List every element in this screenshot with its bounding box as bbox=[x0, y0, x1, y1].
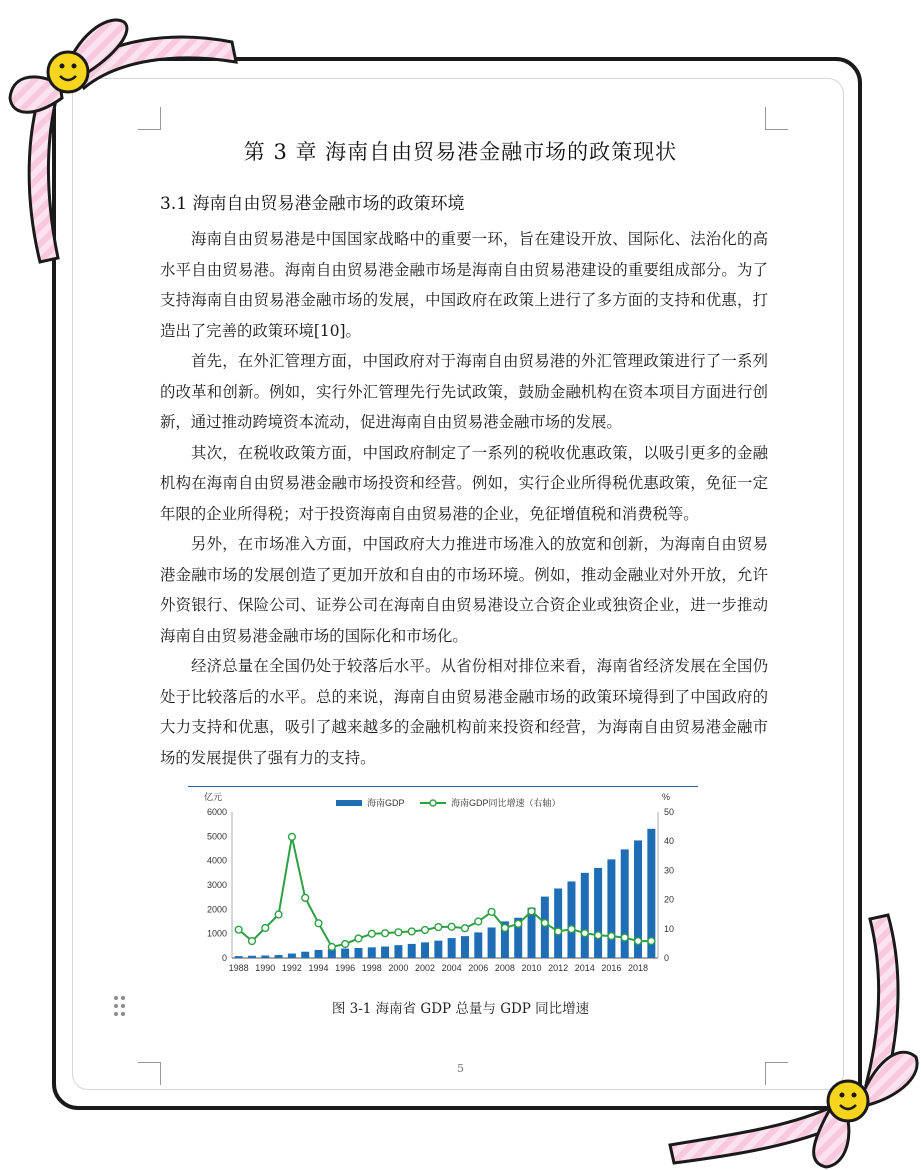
paragraph: 经济总量在全国仍处于较落后水平。从省份相对排位来看，海南省经济发展在全国仍处于比较落后的水平。总的来说，海南自由贸易港金融市场的政策环境得到了中国政府的大力支持和优惠，吸引了越来越多的金融机构前来投资和经营，为海南自由贸易港金融市场的发展提供了强有力的支持。 bbox=[160, 657, 768, 767]
gdp-bar bbox=[594, 868, 602, 958]
left-axis-tick-label: 0 bbox=[221, 953, 227, 963]
gdp-bar bbox=[488, 927, 496, 958]
paragraph: 首先，在外汇管理方面，中国政府对于海南自由贸易港的外汇管理政策进行了一系列的改革和创新。例如，实行外汇管理先行先试政策，鼓励金融机构在资本项目方面进行创新，通过推动跨境资本流动，促进海南自由贸易港金融市场的发展。 bbox=[160, 352, 768, 431]
growth-rate-point bbox=[462, 925, 469, 932]
left-axis-tick-label: 4000 bbox=[206, 855, 227, 866]
growth-rate-point bbox=[328, 944, 335, 951]
right-axis-tick-label: 40 bbox=[664, 836, 675, 847]
growth-rate-line bbox=[239, 837, 652, 947]
x-axis-tick-label: 1988 bbox=[228, 963, 249, 973]
gdp-bar bbox=[341, 949, 349, 958]
gdp-bar bbox=[381, 947, 389, 958]
growth-rate-point bbox=[555, 928, 562, 935]
left-axis-tick-label: 6000 bbox=[206, 807, 227, 817]
right-axis-tick-label: 50 bbox=[664, 807, 675, 817]
growth-rate-point bbox=[648, 938, 655, 945]
x-axis-tick-label: 1992 bbox=[281, 963, 302, 973]
growth-rate-point bbox=[435, 924, 442, 931]
x-axis-tick-label: 2016 bbox=[601, 963, 622, 973]
growth-rate-point bbox=[515, 920, 522, 927]
gdp-bar bbox=[261, 956, 269, 958]
x-axis-tick-label: 2006 bbox=[468, 963, 489, 973]
left-axis-tick-label: 2000 bbox=[206, 904, 227, 915]
section-title: 3.1 海南自由贸易港金融市场的政策环境 bbox=[160, 194, 465, 214]
gdp-bar bbox=[394, 945, 402, 958]
legend-label: 海南GDP bbox=[367, 798, 405, 808]
chapter-title: 第 3 章 海南自由贸易港金融市场的政策现状 bbox=[243, 140, 678, 164]
body-text bbox=[160, 224, 768, 773]
growth-rate-point bbox=[235, 926, 242, 933]
x-axis-tick-label: 2018 bbox=[628, 963, 649, 973]
growth-rate-point bbox=[315, 920, 322, 927]
growth-rate-point bbox=[275, 911, 282, 918]
crop-mark-top-right bbox=[765, 107, 788, 130]
paragraph: 其次，在税收政策方面，中国政府制定了一系列的税收优惠政策，以吸引更多的金融机构在海南自由贸易港金融市场投资和经营。例如，实行企业所得税优惠政策，免征一定年限的企业所得税；对于投资海南自由贸易港的企业，免征增值税和消费税等。 bbox=[160, 443, 768, 523]
gdp-bar bbox=[448, 938, 456, 958]
gdp-bar bbox=[301, 952, 309, 958]
legend-label: 海南GDP同比增速（右轴） bbox=[451, 798, 561, 808]
gdp-bar bbox=[554, 889, 562, 958]
growth-rate-point bbox=[528, 908, 535, 915]
gdp-bar bbox=[235, 956, 243, 958]
growth-rate-point bbox=[608, 933, 615, 940]
growth-rate-point bbox=[541, 920, 548, 927]
x-axis-tick-label: 2000 bbox=[388, 963, 409, 973]
growth-rate-point bbox=[568, 926, 575, 933]
right-axis-tick-label: 0 bbox=[664, 953, 670, 963]
gdp-bar bbox=[275, 955, 283, 958]
growth-rate-point bbox=[289, 833, 296, 840]
growth-rate-point bbox=[635, 938, 642, 945]
figure-caption: 图 3-1 海南省 GDP 总量与 GDP 同比增速 bbox=[331, 1001, 590, 1017]
x-axis-tick-label: 2012 bbox=[548, 963, 569, 973]
right-axis-unit-label: % bbox=[662, 792, 671, 802]
x-axis-tick-label: 2014 bbox=[574, 963, 595, 973]
left-axis-tick-label: 3000 bbox=[206, 880, 227, 890]
legend-line-marker bbox=[430, 800, 436, 806]
gdp-bar bbox=[434, 941, 442, 958]
growth-rate-point bbox=[475, 918, 482, 925]
gdp-bar bbox=[408, 944, 416, 958]
gdp-bar bbox=[368, 947, 376, 958]
growth-rate-point bbox=[342, 941, 349, 948]
x-axis-tick-label: 1990 bbox=[255, 963, 276, 973]
right-axis-tick-label: 20 bbox=[664, 894, 675, 905]
gdp-bar bbox=[288, 954, 296, 958]
x-axis-tick-label: 2004 bbox=[441, 963, 462, 973]
growth-rate-point bbox=[382, 930, 389, 937]
growth-rate-point bbox=[408, 928, 415, 935]
right-axis-tick-label: 10 bbox=[664, 923, 675, 934]
growth-rate-point bbox=[422, 927, 429, 934]
growth-rate-point bbox=[448, 923, 455, 930]
growth-rate-point bbox=[488, 908, 495, 915]
growth-rate-point bbox=[262, 925, 269, 932]
gdp-bar bbox=[421, 942, 429, 958]
growth-rate-point bbox=[249, 938, 256, 945]
paragraph: 另外，在市场准入方面，中国政府大力推进市场准入的放宽和创新，为海南自由贸易港金融市场的发展创造了更加开放和自由的市场环境。例如，推动金融业对外开放，允许外资银行、保险公司、证券公司在海南自由贸易港设立合资企业或独资企业，进一步推动海南自由贸易港金融市场的国际化和市场化。 bbox=[160, 535, 768, 645]
x-axis-tick-label: 1996 bbox=[335, 963, 356, 973]
growth-rate-point bbox=[621, 934, 628, 941]
x-axis-tick-label: 1998 bbox=[361, 963, 382, 973]
growth-rate-point bbox=[595, 932, 602, 939]
left-axis-tick-label: 1000 bbox=[206, 928, 227, 939]
x-axis-tick-label: 1994 bbox=[308, 963, 329, 973]
gdp-bar bbox=[248, 956, 256, 958]
gdp-bar bbox=[567, 881, 575, 958]
growth-rate-point bbox=[368, 930, 375, 937]
left-axis-tick-label: 5000 bbox=[206, 831, 227, 842]
x-axis-tick-label: 2010 bbox=[521, 963, 542, 973]
gdp-bar bbox=[541, 897, 549, 958]
paragraph: 海南自由贸易港是中国国家战略中的重要一环，旨在建设开放、国际化、法治化的高水平自由贸易港。海南自由贸易港金融市场是海南自由贸易港建设的重要组成部分。为了支持海南自由贸易港金融市场的发展，中国政府在政策上进行了多方面的支持和优惠，打造出了完善的政策环境[10]。 bbox=[160, 230, 768, 340]
left-axis-unit-label: 亿元 bbox=[204, 792, 223, 802]
right-axis-tick-label: 30 bbox=[664, 865, 675, 876]
gdp-bar bbox=[315, 950, 323, 958]
growth-rate-point bbox=[502, 925, 509, 932]
legend-bar-swatch bbox=[336, 800, 362, 806]
x-axis-tick-label: 2002 bbox=[415, 963, 436, 973]
growth-rate-point bbox=[355, 935, 362, 942]
gdp-bar bbox=[461, 936, 469, 958]
gdp-bar bbox=[581, 873, 589, 958]
growth-rate-point bbox=[302, 894, 309, 901]
x-axis-tick-label: 2008 bbox=[494, 963, 515, 973]
gdp-bar bbox=[607, 859, 615, 958]
gdp-bar bbox=[621, 849, 629, 958]
gdp-chart bbox=[188, 786, 698, 986]
growth-rate-point bbox=[581, 930, 588, 937]
gdp-bar bbox=[474, 932, 482, 958]
growth-rate-point bbox=[395, 929, 402, 936]
gdp-bar bbox=[354, 948, 362, 958]
page-number: 5 bbox=[457, 1062, 464, 1075]
